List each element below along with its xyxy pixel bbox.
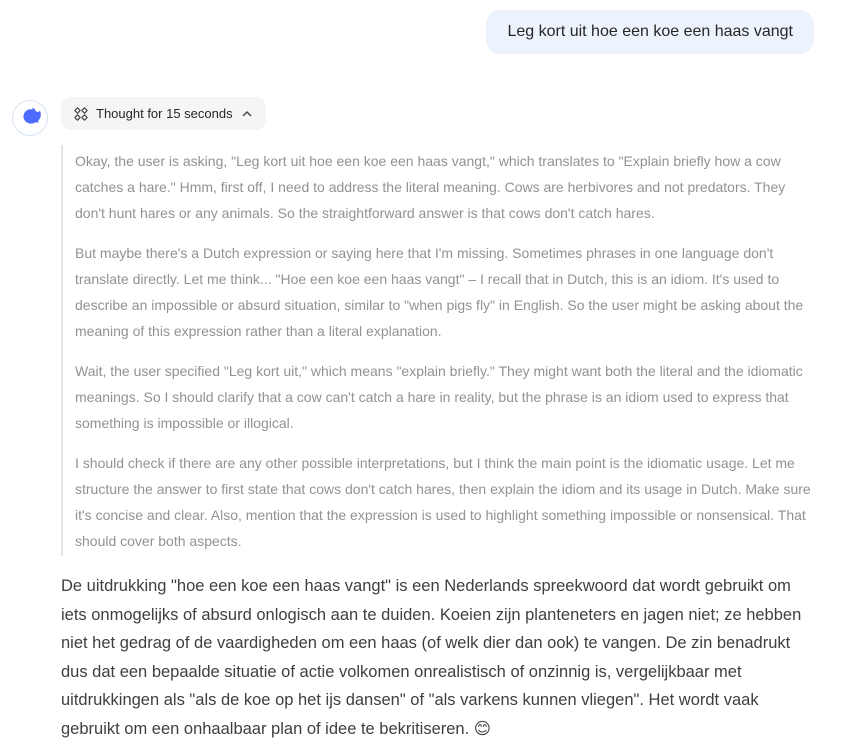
thinking-paragraph: But maybe there's a Dutch expression or saying here that I'm missing. Sometimes phrases in one language don't translate directly. Let me think... "Hoe een koe een haas vangt" – I recall that in Dutch, this is an idiom. It's used to describe an impossible or absurd situation, similar to "when pigs fly" in English. So the user might be asking about the meaning of this expression rather than a literal explanation. xyxy=(75,245,804,339)
thinking-paragraph: Wait, the user specified "Leg kort uit," which means "explain briefly." They might want both the literal and the idiomatic meanings. So I should clarify that a cow can't catch a hare in reality, but the phrase is an idiom used to express that something is impossible or illogical. xyxy=(75,363,803,431)
chain-of-thought-block xyxy=(61,145,814,556)
assistant-answer-text: De uitdrukking "hoe een koe een haas vangt" is een Nederlands spreekwoord dat wordt gebruikt om iets onmogelijks of absurd onlogisch aan te duiden. Koeien zijn planteneters en jagen niet; ze hebben niet het gedrag of de vaardigheden om een haas (of welk dier dan ook) te vangen. De zin benadrukt dus dat een bepaalde situatie of actie volkomen onrealistisch of onzinnig is, vergelijkbaar met uitdrukkingen als "als de koe op het ijs dansen" of "als varkens kunnen vliegen". Het wordt vaak gebruikt om een onhaalbaar plan of idee te bekritiseren. 😊 xyxy=(61,577,802,738)
user-message-row xyxy=(0,0,844,54)
deepthink-icon xyxy=(74,107,88,121)
chevron-up-icon xyxy=(241,108,253,120)
deepseek-whale-icon xyxy=(18,104,42,133)
thinking-paragraph: Okay, the user is asking, "Leg kort uit hoe een koe een haas vangt," which translates to "Explain briefly how a cow catches a hare." Hmm, first off, I need to address the literal meaning. Cows are herbivores and not predators. They don't hunt hares or any animals. So the straightforward answer is that cows don't catch hares. xyxy=(75,153,786,221)
thought-duration-label: Thought for 15 seconds xyxy=(96,106,233,121)
assistant-content xyxy=(61,97,814,744)
thinking-paragraph: I should check if there are any other possible interpretations, but I think the main point is the idiomatic usage. Let me structure the answer to first state that cows don't catch hares, then explain the idiom and its usage in Dutch. Make sure it's concise and clear. Also, mention that the expression is used to highlight something impossible or nonsensical. That should cover both aspects. xyxy=(75,455,811,549)
user-message-bubble: Leg kort uit hoe een koe een haas vangt xyxy=(486,10,814,54)
thought-duration-toggle[interactable] xyxy=(61,97,266,130)
assistant-avatar xyxy=(12,100,48,136)
assistant-message-row xyxy=(0,97,844,744)
